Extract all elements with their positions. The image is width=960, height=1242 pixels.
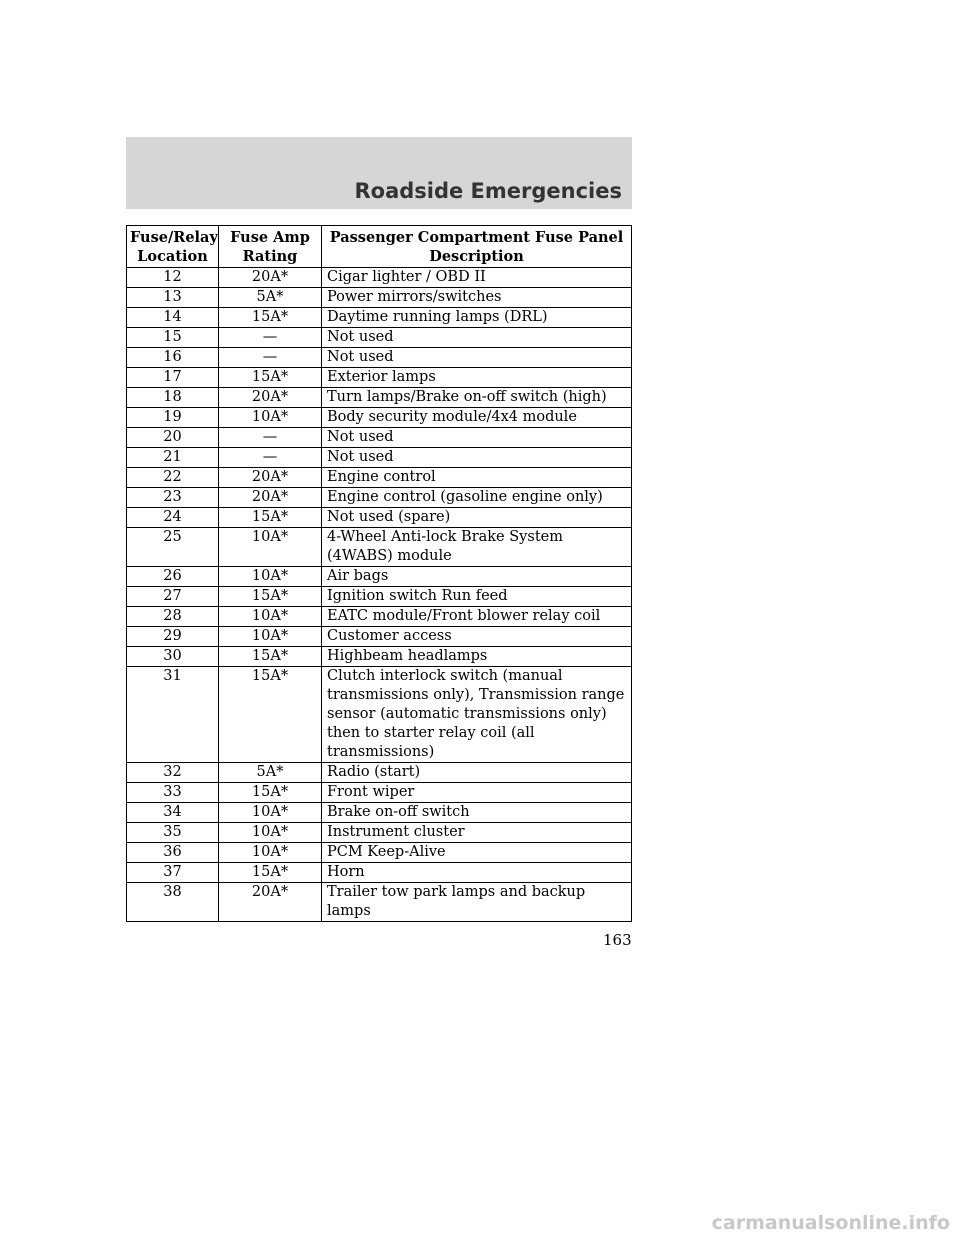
fuse-location-cell: 26 [127, 567, 219, 587]
fuse-location-cell: 32 [127, 763, 219, 783]
fuse-description-cell: Not used [322, 428, 632, 448]
fuse-location-cell: 17 [127, 368, 219, 388]
fuse-amp-cell: 20A* [219, 468, 322, 488]
fuse-description-cell: Front wiper [322, 783, 632, 803]
fuse-description-cell: Power mirrors/switches [322, 288, 632, 308]
table-row [127, 528, 632, 567]
table-row [127, 428, 632, 448]
fuse-amp-cell: 10A* [219, 823, 322, 843]
fuse-description-cell: Turn lamps/Brake on-off switch (high) [322, 388, 632, 408]
fuse-amp-cell: — [219, 428, 322, 448]
fuse-amp-cell: 20A* [219, 268, 322, 288]
watermark: carmanualsonline.info [711, 1212, 950, 1234]
fuse-location-cell: 16 [127, 348, 219, 368]
fuse-amp-cell: 5A* [219, 763, 322, 783]
fuse-location-cell: 36 [127, 843, 219, 863]
fuse-description-cell: Not used [322, 348, 632, 368]
table-row [127, 268, 632, 288]
fuse-description-cell: Engine control (gasoline engine only) [322, 488, 632, 508]
fuse-location-cell: 13 [127, 288, 219, 308]
table-row [127, 587, 632, 607]
fuse-description-cell: Body security module/4x4 module [322, 408, 632, 428]
fuse-location-cell: 33 [127, 783, 219, 803]
page-number: 163 [603, 931, 632, 949]
fuse-amp-cell: 20A* [219, 388, 322, 408]
table-row [127, 783, 632, 803]
fuse-location-cell: 35 [127, 823, 219, 843]
fuse-location-cell: 37 [127, 863, 219, 883]
fuse-location-cell: 31 [127, 667, 219, 763]
table-row [127, 763, 632, 783]
fuse-description-cell: Clutch interlock switch (manual transmissions only), Transmission range sensor (automatic transmissions only) then to starter relay coil (all transmissions) [322, 667, 632, 763]
fuse-amp-cell: 10A* [219, 567, 322, 587]
fuse-amp-cell: 10A* [219, 803, 322, 823]
fuse-amp-cell: 15A* [219, 667, 322, 763]
fuse-location-cell: 28 [127, 607, 219, 627]
fuse-amp-cell: 15A* [219, 368, 322, 388]
fuse-amp-cell: 10A* [219, 607, 322, 627]
fuse-table [126, 225, 632, 922]
fuse-amp-cell: 15A* [219, 508, 322, 528]
fuse-description-cell: Highbeam headlamps [322, 647, 632, 667]
fuse-amp-cell: 10A* [219, 528, 322, 567]
fuse-location-cell: 20 [127, 428, 219, 448]
table-row [127, 288, 632, 308]
fuse-description-cell: Not used (spare) [322, 508, 632, 528]
fuse-table-body [127, 268, 632, 922]
fuse-description-cell: Customer access [322, 627, 632, 647]
fuse-amp-cell: 5A* [219, 288, 322, 308]
fuse-amp-cell: 20A* [219, 488, 322, 508]
fuse-amp-cell: — [219, 448, 322, 468]
table-row [127, 823, 632, 843]
fuse-location-cell: 21 [127, 448, 219, 468]
column-header-description: Passenger Compartment Fuse Panel Description [322, 226, 632, 268]
table-row [127, 508, 632, 528]
fuse-location-cell: 27 [127, 587, 219, 607]
column-header-amp-rating: Fuse Amp Rating [219, 226, 322, 268]
fuse-description-cell: Instrument cluster [322, 823, 632, 843]
fuse-amp-cell: 20A* [219, 883, 322, 922]
table-row [127, 408, 632, 428]
table-row [127, 308, 632, 328]
fuse-location-cell: 25 [127, 528, 219, 567]
fuse-amp-cell: 15A* [219, 308, 322, 328]
fuse-description-cell: Air bags [322, 567, 632, 587]
fuse-location-cell: 30 [127, 647, 219, 667]
table-row [127, 488, 632, 508]
table-row [127, 567, 632, 587]
fuse-description-cell: Brake on-off switch [322, 803, 632, 823]
table-row [127, 388, 632, 408]
table-header-row [127, 226, 632, 268]
fuse-description-cell: Exterior lamps [322, 368, 632, 388]
fuse-amp-cell: — [219, 328, 322, 348]
table-row [127, 348, 632, 368]
fuse-description-cell: EATC module/Front blower relay coil [322, 607, 632, 627]
fuse-location-cell: 24 [127, 508, 219, 528]
fuse-amp-cell: 15A* [219, 587, 322, 607]
fuse-location-cell: 34 [127, 803, 219, 823]
fuse-description-cell: Trailer tow park lamps and backup lamps [322, 883, 632, 922]
fuse-description-cell: Horn [322, 863, 632, 883]
table-row [127, 607, 632, 627]
fuse-description-cell: PCM Keep-Alive [322, 843, 632, 863]
table-row [127, 328, 632, 348]
fuse-location-cell: 15 [127, 328, 219, 348]
fuse-description-cell: Cigar lighter / OBD II [322, 268, 632, 288]
fuse-location-cell: 12 [127, 268, 219, 288]
fuse-location-cell: 29 [127, 627, 219, 647]
fuse-amp-cell: — [219, 348, 322, 368]
table-row [127, 627, 632, 647]
table-row [127, 843, 632, 863]
column-header-location: Fuse/Relay Location [127, 226, 219, 268]
fuse-location-cell: 22 [127, 468, 219, 488]
fuse-location-cell: 19 [127, 408, 219, 428]
fuse-location-cell: 14 [127, 308, 219, 328]
table-row [127, 667, 632, 763]
fuse-amp-cell: 10A* [219, 627, 322, 647]
fuse-amp-cell: 15A* [219, 863, 322, 883]
fuse-description-cell: Engine control [322, 468, 632, 488]
fuse-amp-cell: 10A* [219, 408, 322, 428]
section-header [126, 137, 632, 209]
table-row [127, 883, 632, 922]
table-row [127, 448, 632, 468]
fuse-location-cell: 18 [127, 388, 219, 408]
fuse-description-cell: 4-Wheel Anti-lock Brake System (4WABS) module [322, 528, 632, 567]
fuse-amp-cell: 15A* [219, 647, 322, 667]
fuse-description-cell: Radio (start) [322, 763, 632, 783]
table-row [127, 647, 632, 667]
fuse-description-cell: Not used [322, 448, 632, 468]
fuse-amp-cell: 10A* [219, 843, 322, 863]
fuse-description-cell: Not used [322, 328, 632, 348]
table-row [127, 863, 632, 883]
section-title: Roadside Emergencies [354, 179, 622, 203]
fuse-location-cell: 38 [127, 883, 219, 922]
fuse-location-cell: 23 [127, 488, 219, 508]
fuse-amp-cell: 15A* [219, 783, 322, 803]
table-row [127, 803, 632, 823]
table-row [127, 368, 632, 388]
fuse-description-cell: Daytime running lamps (DRL) [322, 308, 632, 328]
fuse-description-cell: Ignition switch Run feed [322, 587, 632, 607]
table-row [127, 468, 632, 488]
